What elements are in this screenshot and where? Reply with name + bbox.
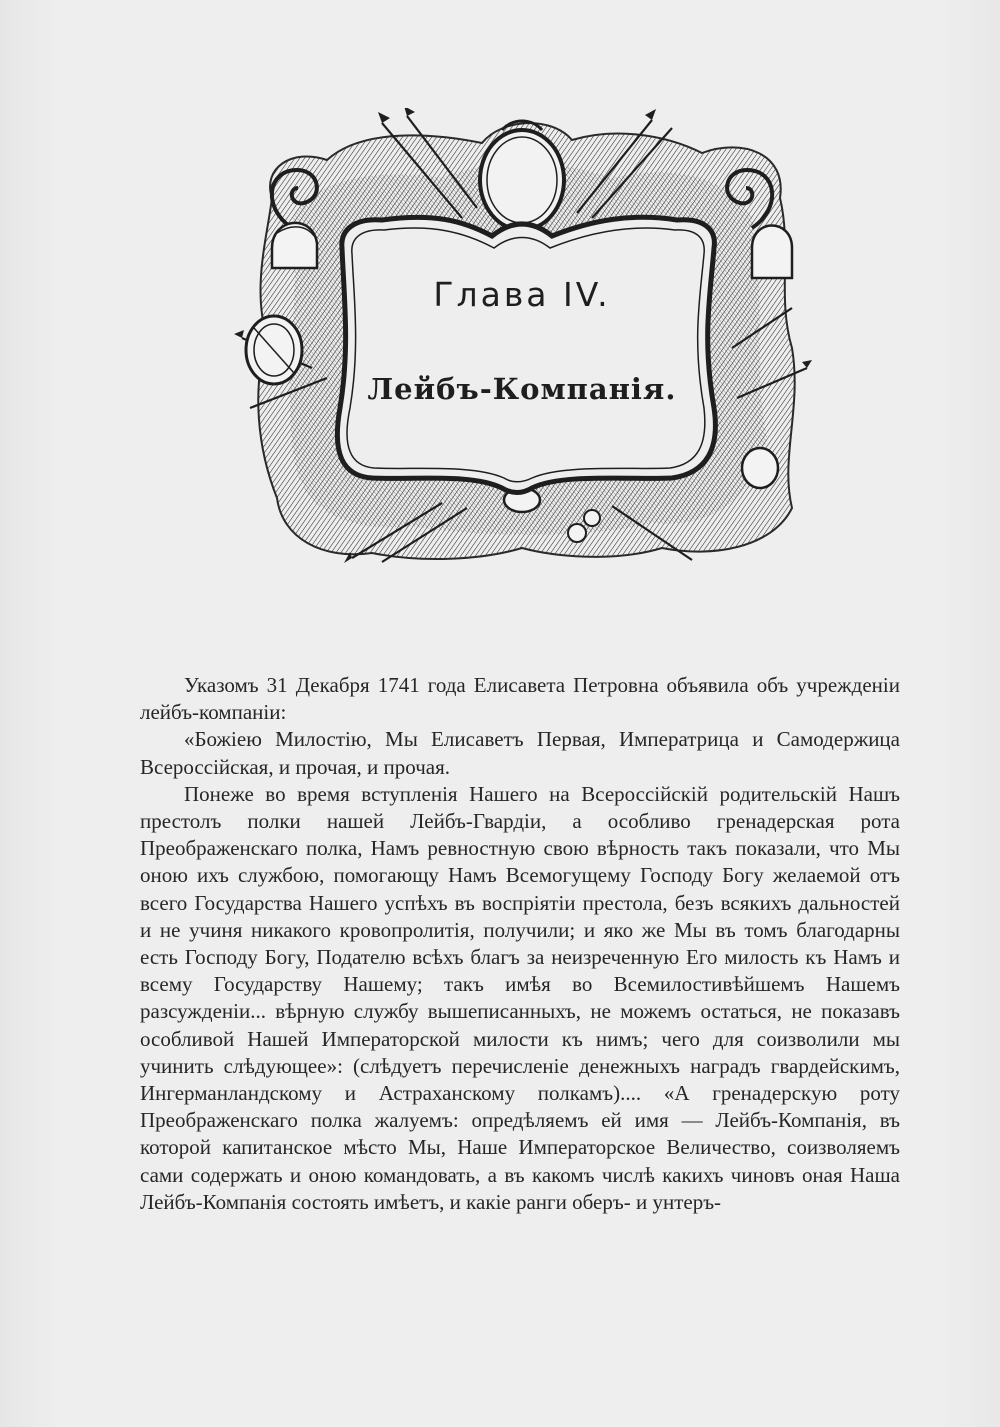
- paragraph-decree-title: «Божіею Милостію, Мы Елисаветъ Первая, Императрица и Самодержица Всероссійская, и прочая, и прочая.: [140, 727, 900, 779]
- body-text: [140, 672, 900, 1216]
- baroque-military-trophy-cartouche-icon: [232, 108, 812, 563]
- paragraph-decree-intro: Указомъ 31 Декабря 1741 года Елисавета Петровна объявила объ учрежденіи лейбъ-компаніи:: [140, 673, 900, 725]
- chapter-title: Глава IV.: [433, 275, 611, 314]
- paragraph-decree-text: Понеже во время вступленія Нашего на Всероссійскій родительскій Нашъ престолъ полки нашей Лейбъ-Гвардіи, а особливо гренадерская рота Преображенскаго полка, Намъ ревностную свою вѣрность такъ показали, что Мы оною ихъ службою, помогающу Намъ Всемогущему Господу Богу желаемой отъ всего Государства Нашего успѣхъ въ воспріятіи престола, безъ всякихъ дальностей и не учиня никакого кровопролитія, получили; и яко же Мы въ томъ благодарны есть Господу Богу, Подателю всѣхъ благъ за неизреченную Его милость къ Намъ и всему Государству Нашему; такъ имѣя во Всемилостивѣйшемъ Нашемъ разсужденіи... вѣрную службу вышеписанныхъ, не можемъ остаться, не показавъ особливой Нашей Императорской милости къ нимъ; чего для соизволили мы учинить слѣдующее»: (слѣдуетъ перечисленіе денежныхъ наградъ гвардейскимъ, Ингерманландскому и Астраханскому полкамъ).... «А гренадерскую роту Преображенскаго полка жалуемъ: опредѣляемъ ей имя — Лейбъ-Компанія, въ которой капитанское мѣсто Мы, Наше Императорское Величество, соизволяемъ сами содержать и оною командовать, а въ какомъ числѣ какихъ чиновъ оная Наша Лейбъ-Компанія состоять имѣетъ, и какіе ранги оберъ- и унтеръ-: [140, 781, 900, 1214]
- chapter-subtitle: Лейбъ-Компанія.: [367, 372, 677, 406]
